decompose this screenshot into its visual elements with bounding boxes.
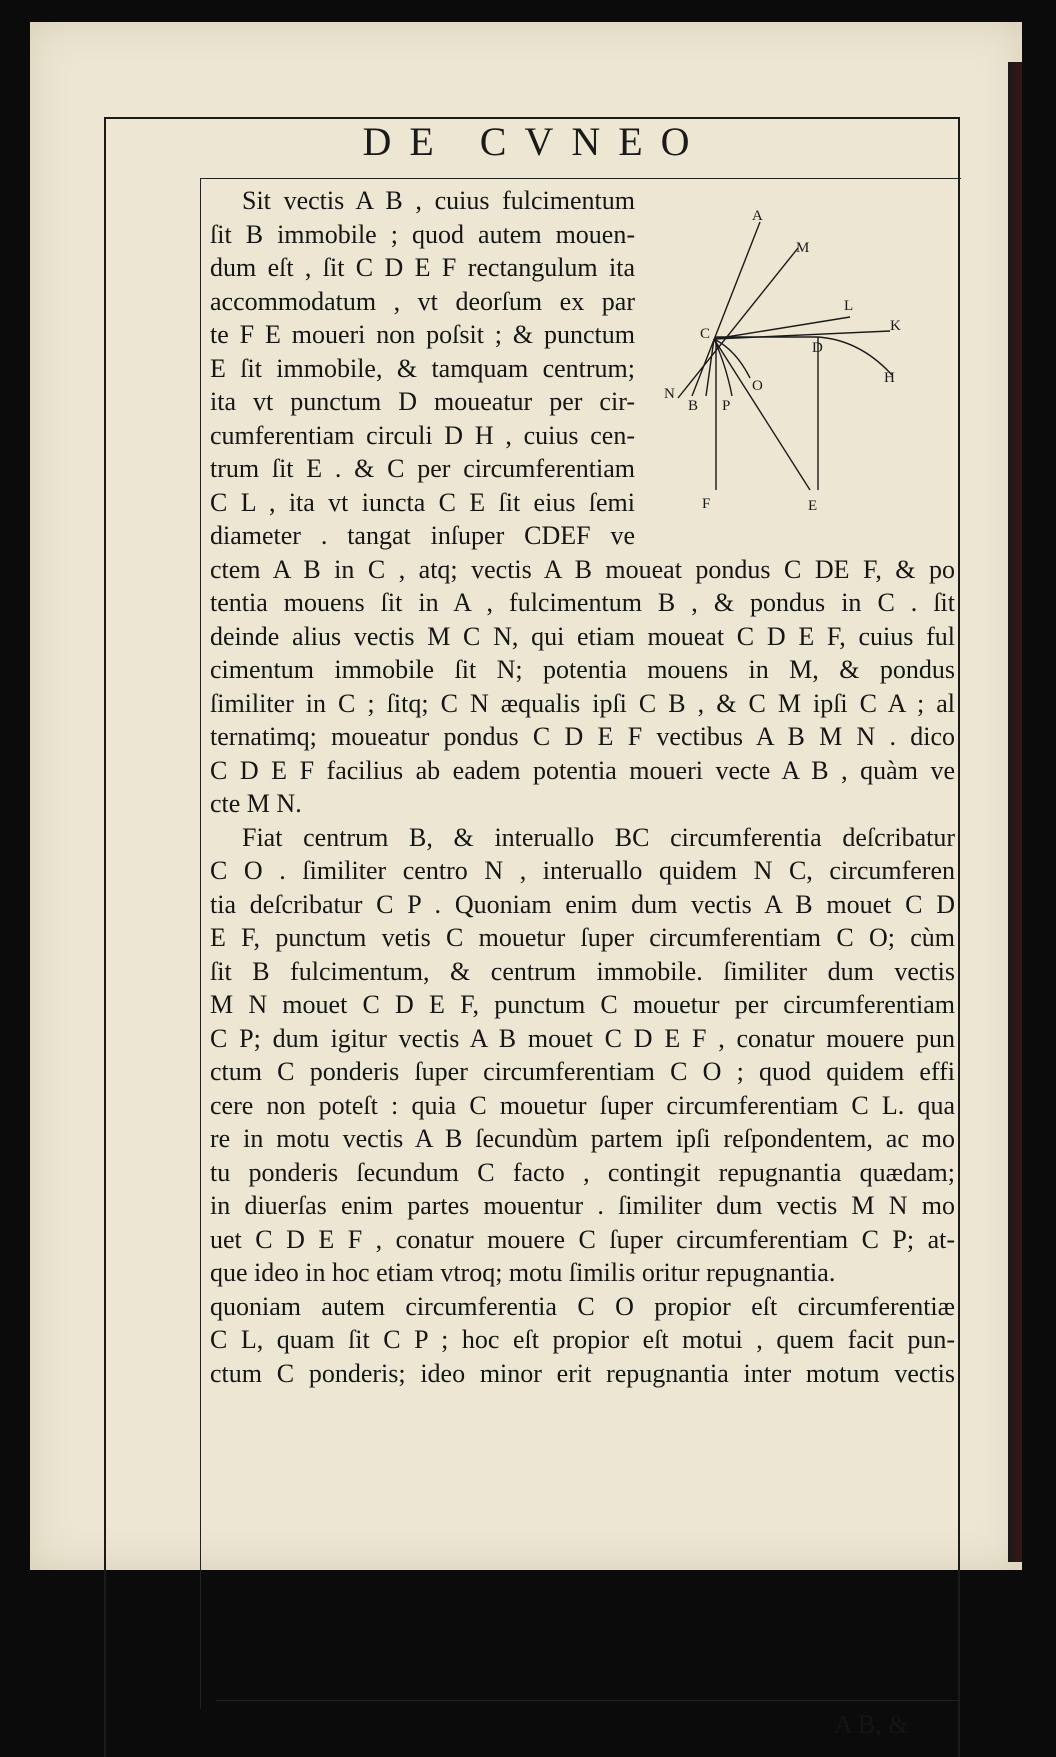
label-C: C: [700, 326, 711, 342]
text-line: quoniam autem circumferentia C O propior eſt circumferentiæ: [210, 1291, 955, 1321]
text-line: M N mouet C D E F, punctum C mouetur per circumferentiam: [210, 990, 955, 1019]
catchword: A B, &: [834, 1710, 909, 1739]
label-B: B: [688, 398, 699, 414]
text-line: re in motu vectis A B ſecundùm partem ipſi reſpondentem, ac mo: [210, 1124, 955, 1153]
text-line: C L , ita vt iuncta C E ſit eius ſemi: [210, 487, 635, 517]
text-line: C O . ſimiliter centro N , interuallo quidem N C, circumferen: [210, 856, 955, 885]
text-line: C P; dum igitur vectis A B mouet C D E F , conatur mouere pun: [210, 1023, 955, 1053]
text-line: ita vt punctum D moueatur per cir-: [210, 387, 635, 416]
text-line: te F E moueri non poſsit ; & punctum: [210, 320, 635, 349]
label-E: E: [808, 498, 818, 514]
label-N: N: [664, 386, 675, 402]
text-line: Sit vectis A B , cuius fulcimentum: [242, 186, 635, 215]
text-line: E F, punctum vetis C mouetur ſuper circumferentiam C O; cùm: [210, 923, 955, 952]
text-line: ctum C ponderis ſuper circumferentiam C O ; quod quidem effi: [210, 1057, 955, 1086]
text-line: ctem A B in C , atq; vectis A B moueat pondus C DE F, & po: [210, 554, 955, 584]
text-line: C L, quam ſit C P ; hoc eſt propior eſt motui , quem facit pun-: [210, 1325, 955, 1354]
text-line: ctum C ponderis; ideo minor erit repugnantia inter motum vectis: [210, 1358, 955, 1388]
text-line: in diuerſas enim partes mouentur . ſimiliter dum vectis M N mo: [210, 1191, 955, 1220]
text-line: que ideo in hoc etiam vtroq; motu ſimilis oritur repugnantia.: [210, 1258, 836, 1287]
text-line: ſimiliter in C ; ſitq; C N æqualis ipſi C B , & C M ipſi C A ; al: [210, 688, 955, 718]
text-line: cumferentiam circuli D H , cuius cen-: [210, 420, 635, 450]
page-title: DE CVNEO: [362, 119, 708, 164]
main-text: [210, 184, 955, 1390]
label-O: O: [752, 378, 763, 394]
text-line: deinde alius vectis M C N, qui etiam moueat C D E F, cuius ful: [210, 621, 955, 651]
label-M: M: [796, 240, 810, 256]
text-line: tia deſcribatur C P . Quoniam enim dum vectis A B mouet C D: [210, 889, 955, 919]
paragraph-1-narrow: [210, 184, 635, 553]
text-line: ſit B immobile ; quod autem mouen-: [210, 219, 635, 249]
text-line: tentia mouens ſit in A , fulcimentum B , & pondus in C . ſit: [210, 588, 955, 617]
text-line: cere non poteſt : quia C mouetur ſuper circumferentiam C L. qua: [210, 1090, 955, 1120]
text-line: C D E F facilius ab eadem potentia moueri vecte A B , quàm ve: [210, 755, 955, 785]
label-F: F: [702, 496, 711, 512]
label-H: H: [884, 370, 895, 386]
text-line: Fiat centrum B, & interuallo BC circumferentia deſcribatur: [242, 822, 955, 852]
text-line: accommodatum , vt deorſum ex par: [210, 286, 635, 316]
text-line: uet C D E F , conatur mouere C ſuper circumferentiam C P; at-: [210, 1224, 955, 1254]
text-line: ternatimq; moueatur pondus C D E F vectibus A B M N . dico: [210, 722, 955, 751]
text-line: cimentum immobile ſit N; potentia mouens in M, & pondus: [210, 655, 955, 684]
text-line: cte M N.: [210, 789, 302, 818]
text-line: diameter . tangat inſuper CDEF ve: [210, 521, 635, 550]
paragraph-1-wide: [210, 553, 955, 821]
label-D: D: [812, 340, 823, 356]
frame-left-rule: [104, 117, 106, 1757]
page-edge: [1008, 62, 1022, 1562]
text-line: dum eſt , ſit C D E F rectangulum ita: [210, 253, 635, 282]
text-line: ſit B fulcimentum, & centrum immobile. ſimiliter dum vectis: [210, 956, 955, 986]
text-line: trum ſit E . & C per circumferentiam: [210, 454, 635, 483]
bottom-rule: [216, 1700, 958, 1701]
text-line: E ſit immobile, & tamquam centrum;: [210, 353, 635, 383]
label-P: P: [722, 398, 731, 414]
paragraph-2: [210, 821, 955, 1391]
text-line: tu ponderis ſecundum C facto , contingit repugnantia quædam;: [210, 1157, 955, 1187]
label-K: K: [890, 318, 901, 334]
label-L: L: [844, 298, 854, 314]
label-A: A: [752, 208, 763, 224]
